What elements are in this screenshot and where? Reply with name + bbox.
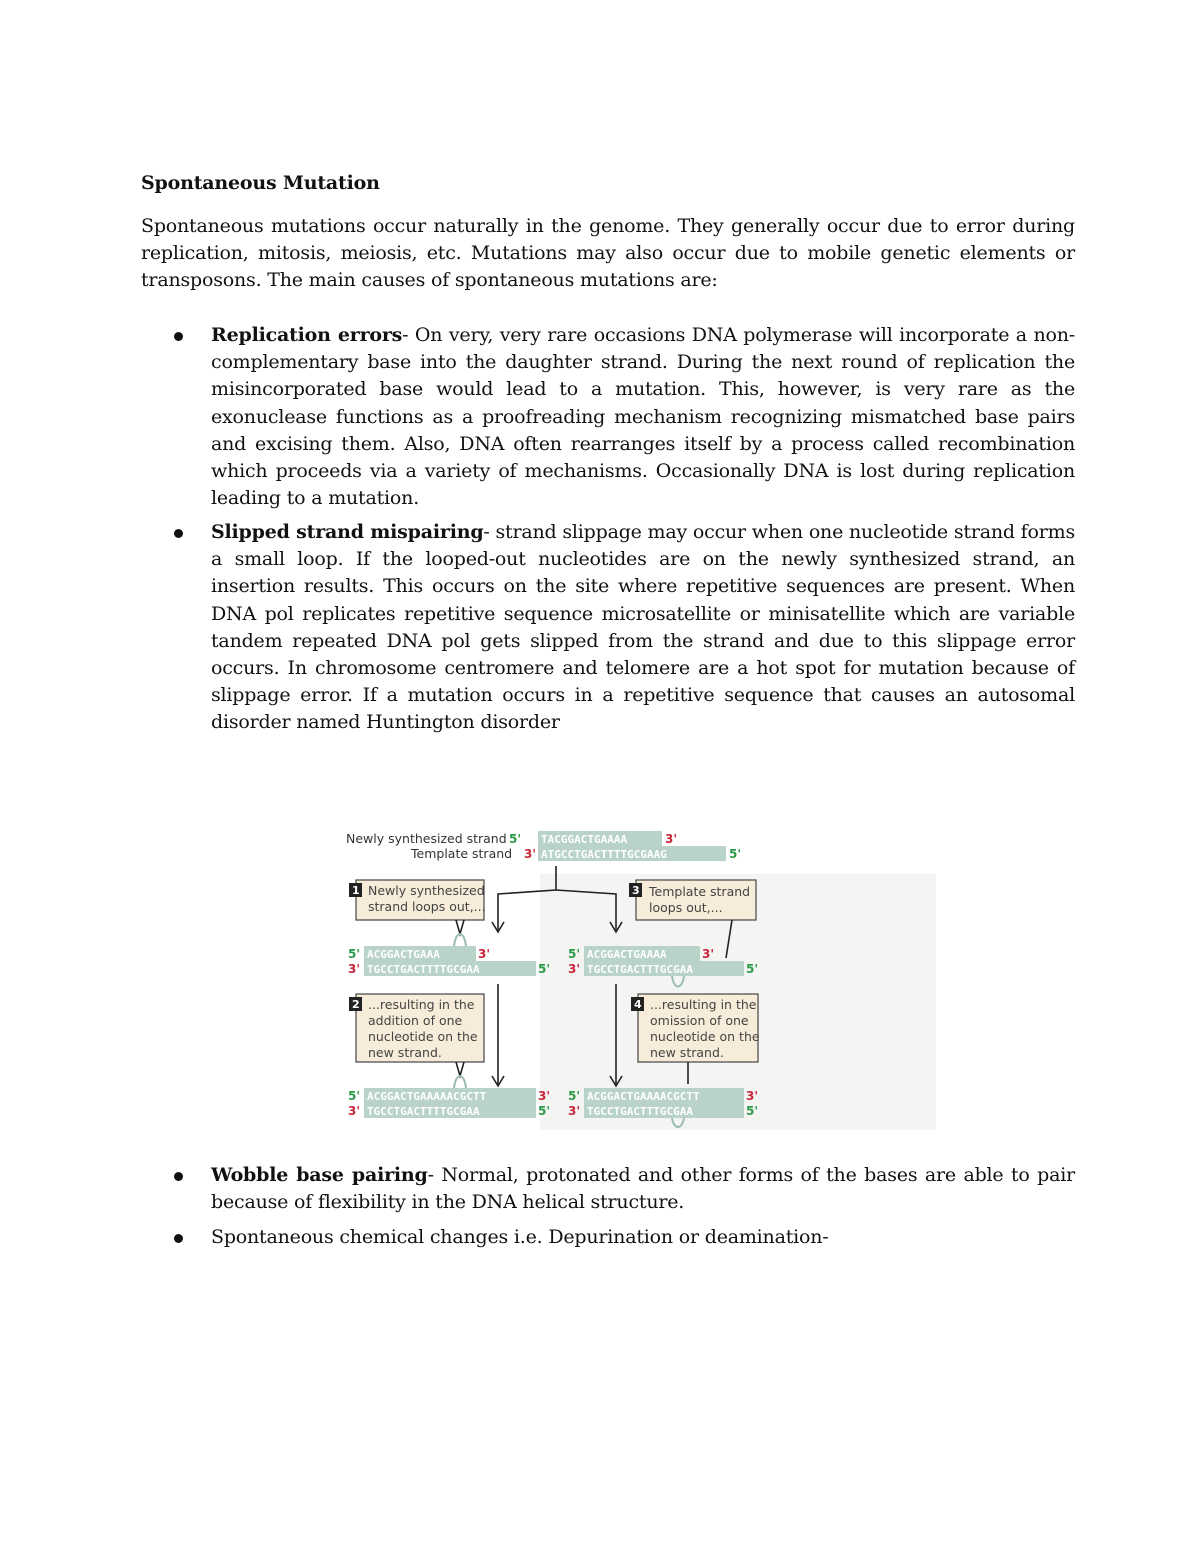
bullet-icon <box>174 332 183 341</box>
five-prime-label: 5' <box>568 947 581 961</box>
step3-text: loops out,... <box>649 900 723 915</box>
bullet-term: Wobble base pairing <box>211 1164 428 1186</box>
step1-number: 1 <box>352 884 360 897</box>
three-prime-label: 3' <box>478 947 491 961</box>
bullet-term: Replication errors <box>211 324 403 346</box>
three-prime-label: 3' <box>524 847 537 861</box>
list-item <box>211 1224 1075 1251</box>
sequence: ACGGACTGAAA <box>367 948 440 961</box>
five-prime-label: 5' <box>729 847 742 861</box>
note-pointer <box>456 920 464 934</box>
five-prime-label: 5' <box>746 962 759 976</box>
step4-text: new strand. <box>650 1045 724 1060</box>
three-prime-label: 3' <box>348 1104 361 1118</box>
section-heading: Spontaneous Mutation <box>141 172 380 194</box>
sequence: TGCCTGACTTTTGCGAA <box>367 1105 480 1118</box>
step1-text: strand loops out,... <box>368 899 486 914</box>
template-strand-label: Template strand <box>411 846 513 861</box>
five-prime-label: 5' <box>538 1104 551 1118</box>
step2-text: addition of one <box>368 1013 463 1028</box>
slipped-strand-diagram <box>340 822 940 1132</box>
five-prime-label: 5' <box>348 947 361 961</box>
step3-text: Template strand <box>649 884 751 899</box>
step2-text: new strand. <box>368 1045 442 1060</box>
step1-text: Newly synthesized <box>368 883 485 898</box>
five-prime-label: 5' <box>746 1104 759 1118</box>
five-prime-label: 5' <box>348 1089 361 1103</box>
note-pointer <box>456 1062 464 1076</box>
sequence: TGCCTGACTTTTGCGAA <box>367 963 480 976</box>
three-prime-label: 3' <box>568 1104 581 1118</box>
sequence: TGCCTGACTTTGCGAA <box>587 1105 693 1118</box>
step4-text: nucleotide on the <box>650 1029 760 1044</box>
list-item <box>211 322 1075 512</box>
intro-paragraph: Spontaneous mutations occur naturally in the genome. They generally occur due to error during replication, mitosis, meiosis, etc. Mutations may also occur due to mobile genetic elements or transposons. The main causes of spontaneous mutations are: <box>141 215 1075 291</box>
bullet-icon <box>174 1172 183 1181</box>
three-prime-label: 3' <box>702 947 715 961</box>
step4-text: omission of one <box>650 1013 749 1028</box>
bullet-text: - strand slippage may occur when one nucleotide strand forms a small loop. If the looped-out nucleotides are on the newly synthesized strand, an insertion results. This occurs on the site where repetitive sequences are present. When DNA pol replicates repetitive sequence microsatellite or minisatellite which are variable tandem repeated DNA pol gets slipped from the strand and due to this slippage error occurs. In chromosome centromere and telomere are a hot spot for mutation because of slippage error. If a mutation occurs in a repetitive sequence that causes an autosomal disorder named Huntington disorder <box>211 521 1076 734</box>
list-item <box>211 519 1075 737</box>
step2-text: ...resulting in the <box>368 997 475 1012</box>
template-strand-sequence: ATGCCTGACTTTTGCGAAG <box>541 848 667 861</box>
new-strand-sequence: TACGGACTGAAAA <box>541 833 628 846</box>
three-prime-label: 3' <box>538 1089 551 1103</box>
step4-number: 4 <box>634 998 642 1011</box>
three-prime-label: 3' <box>665 832 678 846</box>
five-prime-label: 5' <box>568 1089 581 1103</box>
list-item <box>211 1162 1075 1216</box>
step3-number: 3 <box>632 884 640 897</box>
bullet-text: - On very, very rare occasions DNA polymerase will incorporate a non-complementary base into the daughter strand. During the next round of replication the misincorporated base would lead to a mutation. This, however, is very rare as the exonuclease functions as a proofreading mechanism recognizing mismatched base pairs and excising them. Also, DNA often rearranges itself by a process called recombination which proceeds via a variety of mechanisms. Occasionally DNA is lost during replication leading to a mutation. <box>211 324 1075 510</box>
sequence: ACGGACTGAAAAACGCTT <box>367 1090 487 1103</box>
five-prime-label: 5' <box>538 962 551 976</box>
bullet-text: - Normal, protonated and other forms of the bases are able to pair because of flexibility in the DNA helical structure. <box>211 1164 1075 1214</box>
sequence: TGCCTGACTTTGCGAA <box>587 963 693 976</box>
three-prime-label: 3' <box>568 962 581 976</box>
three-prime-label: 3' <box>746 1089 759 1103</box>
bullet-icon <box>174 529 183 538</box>
step2-text: nucleotide on the <box>368 1029 478 1044</box>
bullet-text: Spontaneous chemical changes i.e. Depurination or deamination- <box>211 1226 829 1248</box>
step2-number: 2 <box>352 998 360 1011</box>
bullet-icon <box>174 1234 183 1243</box>
five-prime-label: 5' <box>509 832 522 846</box>
bullet-term: Slipped strand mispairing <box>211 521 484 543</box>
sequence: ACGGACTGAAAA <box>587 948 667 961</box>
newly-synthesized-label: Newly synthesized strand <box>346 831 507 846</box>
three-prime-label: 3' <box>348 962 361 976</box>
step4-text: ...resulting in the <box>650 997 757 1012</box>
sequence: ACGGACTGAAAACGCTT <box>587 1090 700 1103</box>
